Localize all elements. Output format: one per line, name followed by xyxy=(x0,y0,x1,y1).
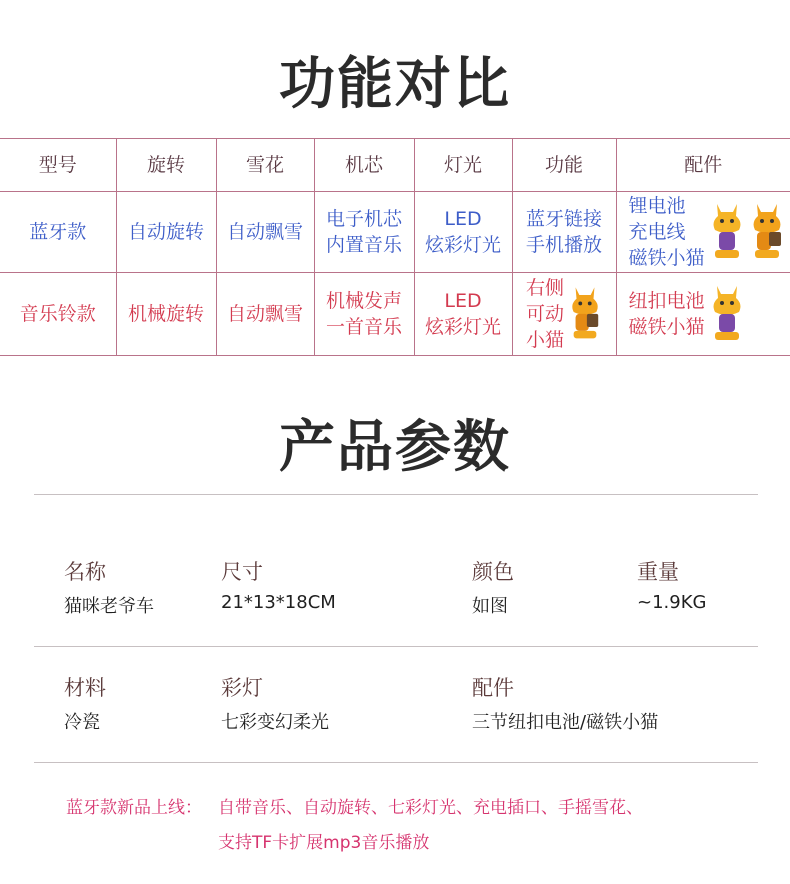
divider xyxy=(34,494,758,495)
cell-accessory xyxy=(616,273,790,356)
param-material-label: 材料 xyxy=(64,676,106,700)
cell-core xyxy=(314,273,414,356)
accessory-line3: 磁铁小猫 xyxy=(628,247,705,269)
param-name-value: 猫咪老爷车 xyxy=(64,596,154,617)
table-header-row xyxy=(0,139,790,192)
header-core: 机芯 xyxy=(314,139,414,192)
core-line2: 一首音乐 xyxy=(325,316,402,338)
cell-rotate: 机械旋转 xyxy=(116,273,216,356)
light-line1: LED xyxy=(444,208,482,230)
cell-rotate: 自动旋转 xyxy=(116,192,216,273)
function-line1: 蓝牙链接 xyxy=(525,208,602,230)
note-prefix: 蓝牙款新品上线： xyxy=(66,798,202,818)
accessory-line1: 纽扣电池 xyxy=(628,290,705,312)
note-line1: 自带音乐、自动旋转、七彩灯光、充电插口、手摇雪花、 xyxy=(218,798,643,818)
function-line2: 可动 xyxy=(525,303,564,325)
note-line2: 支持TF卡扩展mp3音乐播放 xyxy=(218,833,430,853)
cell-function xyxy=(512,192,616,273)
cell-snow: 自动飘雪 xyxy=(216,192,314,273)
function-line1: 右侧 xyxy=(525,277,564,299)
param-weight-value: ~1.9KG xyxy=(637,592,707,613)
table-row xyxy=(0,192,790,273)
cell-function xyxy=(512,273,616,356)
function-line3: 小猫 xyxy=(525,329,564,351)
core-line1: 电子机芯 xyxy=(325,208,402,230)
header-accessory: 配件 xyxy=(616,139,790,192)
comparison-table xyxy=(0,138,790,356)
param-material-value: 冷瓷 xyxy=(64,712,100,733)
param-accessory-label: 配件 xyxy=(472,676,514,700)
header-function: 功能 xyxy=(512,139,616,192)
param-size-value: 21*13*18CM xyxy=(221,592,336,613)
table-row xyxy=(0,273,790,356)
header-snow: 雪花 xyxy=(216,139,314,192)
cat-figurine-icon xyxy=(709,198,745,267)
light-line2: 炫彩灯光 xyxy=(424,234,501,256)
cell-core xyxy=(314,192,414,273)
param-lights-label: 彩灯 xyxy=(221,676,263,700)
light-line2: 炫彩灯光 xyxy=(424,316,501,338)
accessory-line2: 充电线 xyxy=(628,221,686,243)
param-lights-value: 七彩变幻柔光 xyxy=(221,712,329,733)
cat-figurine-icon xyxy=(709,280,745,349)
header-rotate: 旋转 xyxy=(116,139,216,192)
core-line2: 内置音乐 xyxy=(325,234,402,256)
param-color-value: 如图 xyxy=(472,596,508,617)
cell-light xyxy=(414,192,512,273)
param-name-label: 名称 xyxy=(64,560,106,584)
cat-with-accordion-icon xyxy=(749,198,785,267)
cell-light xyxy=(414,273,512,356)
param-color-label: 颜色 xyxy=(472,560,514,584)
light-line1: LED xyxy=(444,290,482,312)
divider xyxy=(34,646,758,647)
cat-with-accordion-icon xyxy=(568,279,602,350)
cell-model: 音乐铃款 xyxy=(0,273,116,356)
header-light: 灯光 xyxy=(414,139,512,192)
core-line1: 机械发声 xyxy=(325,290,402,312)
header-model: 型号 xyxy=(0,139,116,192)
cell-model: 蓝牙款 xyxy=(0,192,116,273)
cell-accessory xyxy=(616,192,790,273)
accessory-line2: 磁铁小猫 xyxy=(628,316,705,338)
param-accessory-value: 三节纽扣电池/磁铁小猫 xyxy=(472,712,659,733)
section-title-params: 产品参数 xyxy=(279,415,511,480)
section-title-compare: 功能对比 xyxy=(279,52,511,117)
accessory-line1: 锂电池 xyxy=(628,195,686,217)
function-line2: 手机播放 xyxy=(525,234,602,256)
cell-snow: 自动飘雪 xyxy=(216,273,314,356)
divider xyxy=(34,762,758,763)
param-size-label: 尺寸 xyxy=(221,560,263,584)
param-weight-label: 重量 xyxy=(637,560,679,584)
